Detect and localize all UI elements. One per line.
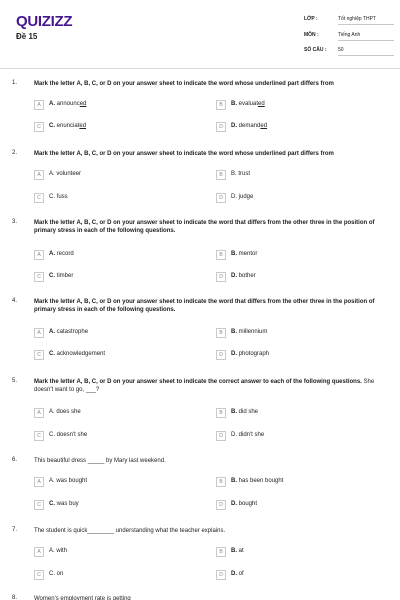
meta-value: Tốt nghiệp THPT: [338, 16, 376, 22]
option-text: D. demanded: [231, 123, 268, 129]
option-text: B. did she: [231, 409, 259, 415]
option-text: B. evaluated: [231, 101, 265, 107]
option-box[interactable]: A: [34, 170, 44, 180]
option-text: A. volunteer: [49, 171, 82, 177]
option-text: A. was bought: [49, 478, 88, 484]
question-text: [34, 219, 379, 235]
option-box[interactable]: C: [34, 122, 44, 132]
meta-value: 50: [338, 47, 344, 53]
option-text: A. record: [49, 251, 74, 257]
option-box[interactable]: D: [216, 350, 226, 360]
option-box[interactable]: A: [34, 408, 44, 418]
option-box[interactable]: D: [216, 122, 226, 132]
question-prompt: This beautiful dress _____ by Mary last weekend.: [34, 458, 166, 464]
option-text: A. announced: [49, 101, 87, 107]
option-box[interactable]: D: [216, 500, 226, 510]
option-text: A. catastrophe: [49, 329, 89, 335]
option-text: C. enunciated: [49, 123, 87, 129]
option-box[interactable]: C: [34, 193, 44, 203]
option-box[interactable]: A: [34, 477, 44, 487]
question-text: [34, 457, 379, 465]
test-title: Đề 15: [16, 32, 38, 41]
question-prompt: Mark the letter A, B, C, or D on your answer sheet to indicate the correct answer to each of the following questions.: [34, 379, 362, 385]
option-text: D. bother: [231, 273, 256, 279]
option-box[interactable]: C: [34, 272, 44, 282]
option-box[interactable]: B: [216, 547, 226, 557]
meta-label: SỐ CÂU :: [304, 47, 327, 53]
question-number: 7.: [12, 527, 18, 533]
option-box[interactable]: D: [216, 272, 226, 282]
option-box[interactable]: C: [34, 350, 44, 360]
meta-underline: [338, 55, 394, 56]
question-number: 6.: [12, 457, 18, 463]
option-box[interactable]: C: [34, 500, 44, 510]
option-text: B. has been bought: [231, 478, 284, 484]
question-number: 1.: [12, 80, 18, 86]
option-box[interactable]: B: [216, 100, 226, 110]
option-text: D. judge: [231, 194, 254, 200]
question-text: [34, 150, 379, 158]
option-text: C. timber: [49, 273, 74, 279]
question-number: 8.: [12, 595, 18, 600]
question-prompt: Women's employment rate is getting: [34, 596, 131, 600]
option-box[interactable]: C: [34, 570, 44, 580]
meta-label: LỚP :: [304, 16, 318, 22]
question-number: 5.: [12, 378, 18, 384]
question-sentence: She doesn't want to go, ___?: [34, 379, 375, 393]
option-text: B. millennium: [231, 329, 268, 335]
option-text: C. doesn't she: [49, 432, 88, 438]
option-text: A. does she: [49, 409, 81, 415]
question-text: [34, 378, 379, 394]
meta-label: MÔN :: [304, 32, 319, 38]
option-text: A. with: [49, 548, 68, 554]
option-box[interactable]: D: [216, 570, 226, 580]
worksheet-header: [0, 0, 400, 69]
meta-underline: [338, 24, 394, 25]
option-box[interactable]: B: [216, 328, 226, 338]
question-prompt: Mark the letter A, B, C, or D on your answer sheet to indicate the word that differs from the other three in the position of primary stress in each of the following questions.: [34, 220, 375, 234]
question-number: 4.: [12, 298, 18, 304]
option-text: D. photograph: [231, 351, 270, 357]
question-text: [34, 80, 379, 88]
meta-value: Tiếng Anh: [338, 32, 361, 38]
question-prompt: The student is quick________ understanding what the teacher explains.: [34, 528, 226, 534]
option-box[interactable]: A: [34, 547, 44, 557]
meta-underline: [338, 40, 394, 41]
question-text: [34, 595, 379, 600]
option-box[interactable]: D: [216, 193, 226, 203]
question-number: 3.: [12, 219, 18, 225]
option-text: B. trust: [231, 171, 251, 177]
question-number: 2.: [12, 150, 18, 156]
question-text: [34, 298, 379, 314]
option-box[interactable]: A: [34, 100, 44, 110]
option-box[interactable]: B: [216, 170, 226, 180]
option-box[interactable]: D: [216, 431, 226, 441]
option-box[interactable]: B: [216, 477, 226, 487]
option-box[interactable]: B: [216, 408, 226, 418]
question-text: [34, 527, 379, 535]
option-text: C. acknowledgement: [49, 351, 106, 357]
option-text: C. fuss: [49, 194, 68, 200]
question-prompt: Mark the letter A, B, C, or D on your answer sheet to indicate the word whose underlined part differs from: [34, 151, 334, 157]
question-prompt: Mark the letter A, B, C, or D on your answer sheet to indicate the word whose underlined part differs from: [34, 81, 334, 87]
option-text: C. on: [49, 571, 64, 577]
option-text: B. at: [231, 548, 244, 554]
option-box[interactable]: C: [34, 431, 44, 441]
option-text: D. of: [231, 571, 244, 577]
option-text: D. didn't she: [231, 432, 265, 438]
option-text: C. was buy: [49, 501, 79, 507]
option-box[interactable]: A: [34, 328, 44, 338]
option-box[interactable]: A: [34, 250, 44, 260]
question-prompt: Mark the letter A, B, C, or D on your answer sheet to indicate the word that differs from the other three in the position of primary stress in each of the following questions.: [34, 299, 375, 313]
option-text: B. mentor: [231, 251, 258, 257]
option-text: D. bought: [231, 501, 258, 507]
option-box[interactable]: B: [216, 250, 226, 260]
quizizz-logo: QUIZIZZ: [16, 13, 73, 30]
